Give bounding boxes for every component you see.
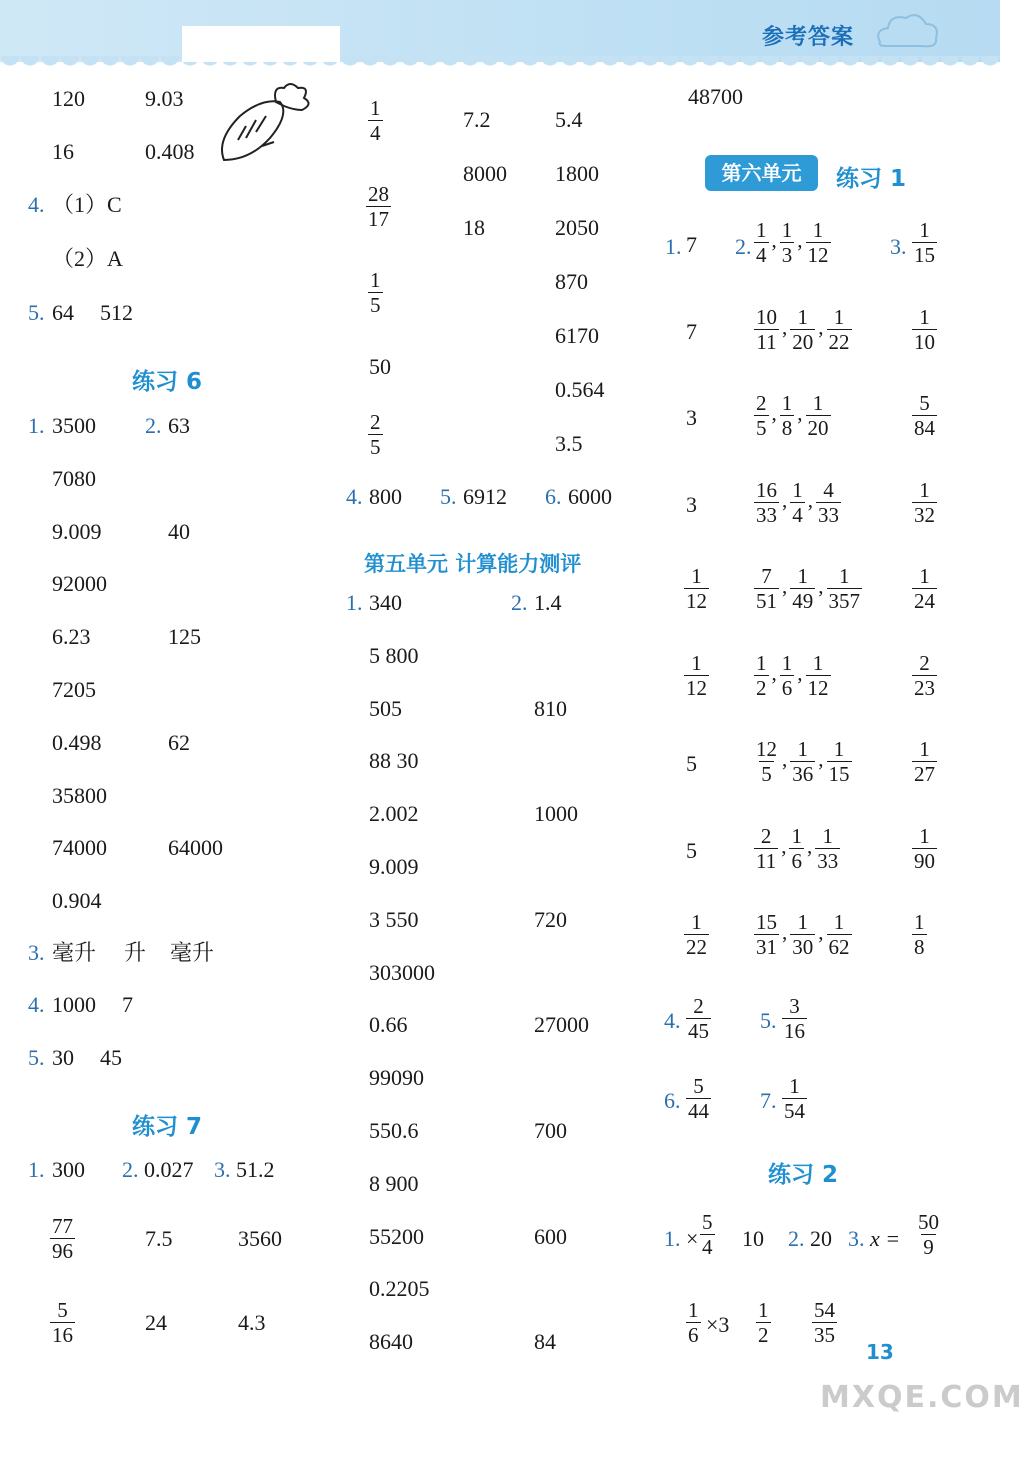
- fraction: 1 54: [784, 1074, 805, 1123]
- question-number: 3.: [848, 1226, 865, 1251]
- fraction-group: [754, 218, 831, 267]
- answer: 125: [168, 624, 201, 650]
- numerator: 1: [797, 564, 808, 588]
- question-number: 4.: [28, 192, 45, 217]
- numerator: 1: [812, 218, 824, 242]
- answer: 1.4: [534, 590, 562, 615]
- answer: 64: [52, 300, 74, 325]
- fraction: [827, 737, 852, 786]
- answer: 5: [686, 751, 697, 776]
- fraction: [912, 478, 937, 527]
- answer: 0.66: [369, 1012, 408, 1038]
- denominator: 62: [828, 935, 850, 959]
- answer: 8000: [463, 161, 507, 186]
- numerator: 12: [756, 737, 777, 761]
- answer: 升: [124, 940, 147, 965]
- denominator: 90: [914, 848, 935, 873]
- denominator: 49: [792, 589, 814, 613]
- answer: 84: [534, 1329, 556, 1355]
- fraction: 3 16: [784, 994, 805, 1043]
- numerator: 1: [797, 910, 808, 934]
- answer: 10: [742, 1226, 764, 1251]
- answer: 505: [369, 695, 402, 721]
- operator: ×: [686, 1226, 699, 1251]
- fraction: [754, 218, 769, 267]
- fraction: [827, 564, 863, 613]
- answer: （1）C: [52, 192, 122, 217]
- comma: ,: [782, 747, 788, 771]
- header-blank-box: [182, 26, 340, 62]
- question-number: 1.: [346, 590, 363, 615]
- denominator: 15: [828, 762, 850, 786]
- denominator: 36: [792, 762, 814, 786]
- numerator: 1: [812, 650, 824, 675]
- fraction: 54 35: [814, 1298, 835, 1347]
- answer: 303000: [369, 959, 435, 985]
- denominator: 51: [756, 589, 777, 613]
- answer: 3560: [238, 1226, 282, 1251]
- answer: 74000: [52, 835, 107, 861]
- numerator: 7: [761, 564, 772, 588]
- denominator: 6: [791, 848, 802, 873]
- answer: 0.027: [144, 1157, 194, 1182]
- question-number: 6.: [545, 484, 562, 509]
- numerator: 1: [781, 218, 793, 242]
- numerator: 1: [691, 564, 702, 588]
- answer: 51.2: [236, 1157, 275, 1182]
- answer: 2.002: [369, 801, 419, 827]
- answer: 0.904: [52, 888, 102, 914]
- carrot-icon: [210, 80, 320, 170]
- question-number: 1.: [28, 413, 45, 438]
- denominator: 5: [756, 416, 767, 440]
- fraction: [790, 737, 815, 786]
- numerator: 15: [756, 910, 777, 934]
- fraction: [754, 651, 769, 700]
- numerator: 1: [919, 823, 930, 848]
- numerator: 1: [812, 391, 824, 415]
- page-number: 13: [866, 1340, 894, 1364]
- answer: 7: [122, 992, 133, 1017]
- answer: 5.4: [555, 107, 583, 132]
- denominator: 2: [756, 675, 767, 700]
- answer: 9.009: [52, 518, 102, 544]
- answer: 3: [686, 405, 697, 430]
- answer: 810: [534, 695, 567, 721]
- answer: 99090: [369, 1065, 424, 1091]
- answer: 1000: [534, 801, 578, 827]
- answer: 16: [52, 139, 74, 164]
- fraction: 1 5: [370, 268, 381, 317]
- fraction: 77 96: [52, 1214, 73, 1263]
- section-title-unit5: 第五单元 计算能力测评: [364, 552, 582, 576]
- comma: ,: [797, 660, 803, 685]
- answer: 4.3: [238, 1310, 266, 1335]
- numerator: 1: [833, 910, 845, 934]
- comma: ,: [771, 401, 777, 425]
- question-number: 3.: [890, 234, 907, 259]
- answer: 1800: [555, 161, 599, 186]
- answer: 800: [369, 484, 402, 509]
- comma: ,: [782, 920, 788, 944]
- numerator: 2: [919, 650, 930, 675]
- fraction: [780, 218, 795, 267]
- fraction: [806, 391, 831, 440]
- question-number: 2.: [511, 590, 528, 615]
- answer: 9.03: [145, 86, 184, 111]
- numerator: 1: [691, 910, 702, 934]
- numerator: 10: [756, 304, 777, 329]
- denominator: 32: [914, 502, 935, 527]
- fraction: 2 5: [370, 410, 381, 459]
- answer: 毫升: [170, 940, 215, 965]
- fraction: 1 6: [688, 1298, 699, 1347]
- denominator: 6: [781, 675, 793, 700]
- question-number: 3.: [28, 940, 45, 965]
- fraction: [754, 478, 779, 527]
- comma: ,: [781, 833, 787, 858]
- fraction: [912, 218, 937, 267]
- fraction: [684, 910, 709, 959]
- question-number: 1.: [28, 1157, 45, 1182]
- fraction: 5 16: [52, 1298, 73, 1347]
- denominator: 4: [756, 243, 767, 267]
- numerator: 1: [797, 737, 808, 761]
- numerator: 1: [833, 304, 845, 329]
- answer: 92000: [52, 571, 107, 597]
- answer: 6000: [568, 484, 612, 509]
- question-number: 4.: [664, 1008, 681, 1033]
- answer: 63: [168, 413, 190, 438]
- answer: 5: [686, 837, 697, 863]
- question-number: 5.: [28, 1045, 45, 1070]
- comma: ,: [797, 228, 803, 252]
- header-title: 参考答案: [762, 25, 855, 50]
- comma: ,: [797, 401, 803, 425]
- answer: 720: [534, 906, 567, 932]
- answer: 8640: [369, 1329, 413, 1355]
- numerator: 4: [823, 477, 834, 502]
- fraction: [912, 651, 937, 700]
- fraction: [827, 305, 852, 354]
- denominator: 15: [914, 243, 935, 267]
- question-number: 5.: [760, 1008, 777, 1033]
- answer: 870: [555, 269, 588, 294]
- fraction: [789, 824, 804, 873]
- numerator: 5: [919, 391, 930, 415]
- denominator: 20: [807, 416, 829, 440]
- answer: 1000: [52, 992, 96, 1017]
- denominator: 10: [914, 329, 935, 354]
- denominator: 84: [914, 416, 935, 440]
- comma: ,: [782, 487, 788, 512]
- denominator: 33: [817, 848, 839, 873]
- fraction: [912, 910, 927, 959]
- numerator: 1: [791, 823, 802, 848]
- question-number: 4.: [28, 992, 45, 1017]
- fraction: [912, 824, 937, 873]
- answer: 7080: [52, 465, 96, 491]
- answer: 300: [52, 1157, 85, 1182]
- answer: 6.23: [52, 624, 91, 650]
- numerator: 1: [781, 391, 793, 415]
- fraction: [790, 305, 815, 354]
- fraction: [754, 564, 779, 613]
- fraction: [790, 564, 815, 613]
- answer: 30: [52, 1045, 74, 1070]
- denominator: 8: [914, 935, 925, 959]
- cloud-icon: [872, 8, 942, 52]
- answer: 340: [369, 590, 402, 615]
- question-number: 6.: [664, 1088, 681, 1113]
- answer: 27000: [534, 1012, 589, 1038]
- fraction: [806, 218, 831, 267]
- answer: 55200: [369, 1223, 424, 1249]
- answer: 700: [534, 1118, 567, 1143]
- comma: ,: [771, 660, 777, 685]
- fraction: 28 17: [368, 182, 389, 231]
- question-number: 5.: [28, 300, 45, 325]
- fraction: 5 4: [702, 1210, 713, 1259]
- fraction: [754, 737, 779, 786]
- numerator: 16: [756, 477, 777, 502]
- fraction-group: [754, 824, 840, 873]
- answer: 45: [100, 1045, 122, 1070]
- fraction: [754, 305, 779, 354]
- comma: ,: [782, 574, 788, 598]
- fraction-group: [754, 910, 852, 959]
- denominator: 20: [792, 329, 814, 354]
- fraction: [754, 910, 779, 959]
- answer: 20: [810, 1226, 832, 1251]
- watermark: MXQE.COM: [820, 1380, 1024, 1415]
- answer: 3.5: [555, 431, 583, 456]
- section-title-unit6-ex1: 练习 1: [836, 166, 907, 192]
- question-number: 5.: [440, 484, 457, 509]
- answer: 7: [686, 318, 697, 344]
- fraction: [816, 478, 841, 527]
- operator: ×3: [706, 1312, 730, 1337]
- question-number: 2.: [788, 1226, 805, 1251]
- comma: ,: [806, 833, 813, 858]
- denominator: 12: [807, 243, 829, 267]
- fraction: 1 4: [370, 96, 381, 145]
- answer: 7.2: [463, 107, 491, 132]
- numerator: 1: [797, 304, 808, 329]
- section-title-ex7: 练习 7: [132, 1114, 203, 1140]
- answer: 3: [686, 491, 697, 517]
- fraction: [912, 564, 937, 613]
- numerator: 2: [756, 391, 767, 415]
- numerator: 1: [919, 477, 930, 502]
- numerator: 1: [919, 737, 930, 761]
- answer: 50: [369, 354, 391, 379]
- comma: ,: [782, 314, 788, 339]
- denominator: 11: [756, 329, 777, 354]
- fraction: [754, 824, 778, 873]
- answer: 24: [145, 1310, 167, 1335]
- answer: 18: [463, 215, 485, 240]
- numerator: 1: [839, 564, 850, 588]
- fraction: [827, 910, 852, 959]
- answer: 64000: [168, 835, 223, 861]
- answer: 8 900: [369, 1170, 419, 1196]
- answer: 62: [168, 729, 190, 755]
- fraction-group: [754, 564, 862, 613]
- denominator: 30: [792, 935, 814, 959]
- numerator: 1: [691, 650, 702, 675]
- fraction: [912, 305, 937, 354]
- answer: 6170: [555, 323, 599, 348]
- numerator: 1: [833, 737, 845, 761]
- numerator: 1: [822, 823, 833, 848]
- answer: 88 30: [369, 748, 419, 774]
- answer: 7205: [52, 677, 96, 702]
- denominator: 11: [756, 848, 777, 873]
- fraction-group: [754, 737, 852, 786]
- answer: 0.564: [555, 377, 605, 402]
- fraction: [790, 478, 805, 527]
- comma: ,: [818, 747, 824, 771]
- fraction: [790, 910, 815, 959]
- answer: 7: [686, 232, 697, 257]
- numerator: 1: [756, 650, 767, 675]
- denominator: 12: [686, 589, 707, 613]
- fraction: 1 2: [758, 1298, 769, 1347]
- answer: 48700: [688, 84, 743, 109]
- denominator: 22: [686, 935, 707, 959]
- answer: 毫升: [52, 940, 97, 965]
- question-number: 1.: [664, 1226, 681, 1251]
- denominator: 3: [781, 243, 793, 267]
- numerator: 1: [914, 910, 925, 934]
- numerator: 1: [781, 650, 793, 675]
- comma: ,: [771, 228, 777, 252]
- fraction-group: [754, 391, 831, 440]
- fraction-group: [754, 478, 841, 527]
- answer: 7.5: [145, 1226, 173, 1251]
- comma: ,: [818, 574, 824, 598]
- answer: 9.009: [369, 854, 419, 879]
- denominator: 33: [756, 502, 777, 527]
- answer: 3 550: [369, 906, 419, 932]
- fraction: 2 45: [688, 994, 709, 1043]
- question-number: 7.: [760, 1088, 777, 1113]
- section-title-ex6: 练习 6: [132, 369, 203, 395]
- fraction: [684, 651, 709, 700]
- denominator: 12: [807, 675, 829, 700]
- fraction: [684, 564, 709, 613]
- fraction: [815, 824, 840, 873]
- denominator: 12: [686, 675, 707, 700]
- fraction: [780, 391, 795, 440]
- answer: 0.408: [145, 139, 195, 164]
- numerator: 2: [760, 823, 772, 848]
- denominator: 22: [828, 329, 850, 354]
- comma: ,: [818, 920, 824, 944]
- answer: 35800: [52, 782, 107, 808]
- header-wave: [0, 56, 1000, 70]
- numerator: 1: [792, 477, 803, 502]
- question-number: 3.: [214, 1157, 231, 1182]
- question-number: 2.: [735, 234, 752, 259]
- answer: 512: [100, 300, 133, 325]
- numerator: 1: [919, 564, 930, 588]
- unit-badge: 第六单元: [705, 155, 818, 191]
- question-number: 2.: [122, 1157, 139, 1182]
- denominator: 33: [818, 502, 839, 527]
- fraction: [912, 391, 937, 440]
- numerator: 1: [756, 218, 767, 242]
- fraction: [780, 651, 795, 700]
- fraction-group: [754, 651, 831, 700]
- answer: 0.2205: [369, 1276, 430, 1302]
- answer: 6912: [463, 484, 507, 509]
- answer: 120: [52, 86, 85, 111]
- answer: （2）A: [52, 246, 123, 271]
- numerator: 1: [919, 218, 930, 242]
- fraction: [912, 737, 937, 786]
- comma: ,: [818, 314, 824, 339]
- answer: 550.6: [369, 1118, 419, 1143]
- answer: 5 800: [369, 642, 419, 668]
- denominator: 31: [756, 935, 777, 959]
- answer: 0.498: [52, 729, 102, 755]
- answer: 3500: [52, 413, 96, 438]
- denominator: 24: [914, 589, 935, 613]
- comma: ,: [807, 487, 813, 512]
- denominator: 8: [781, 416, 793, 440]
- fraction: [754, 391, 769, 440]
- fraction-group: [754, 305, 852, 354]
- question-number: 4.: [346, 484, 363, 509]
- numerator: 1: [919, 304, 930, 329]
- fraction: [806, 651, 831, 700]
- section-title-ex2: 练习 2: [768, 1162, 839, 1188]
- answer: 40: [168, 518, 190, 544]
- equation-lhs: x =: [870, 1226, 901, 1251]
- denominator: 4: [792, 502, 803, 527]
- fraction: 5 44: [688, 1074, 709, 1123]
- answer: 600: [534, 1223, 567, 1249]
- denominator: 357: [828, 589, 860, 613]
- denominator: 27: [914, 762, 935, 786]
- fraction: 50 9: [918, 1210, 939, 1259]
- answer: 2050: [555, 215, 599, 240]
- question-number: 1.: [665, 234, 682, 259]
- question-number: 2.: [145, 413, 162, 438]
- denominator: 5: [761, 762, 772, 786]
- denominator: 23: [914, 675, 935, 700]
